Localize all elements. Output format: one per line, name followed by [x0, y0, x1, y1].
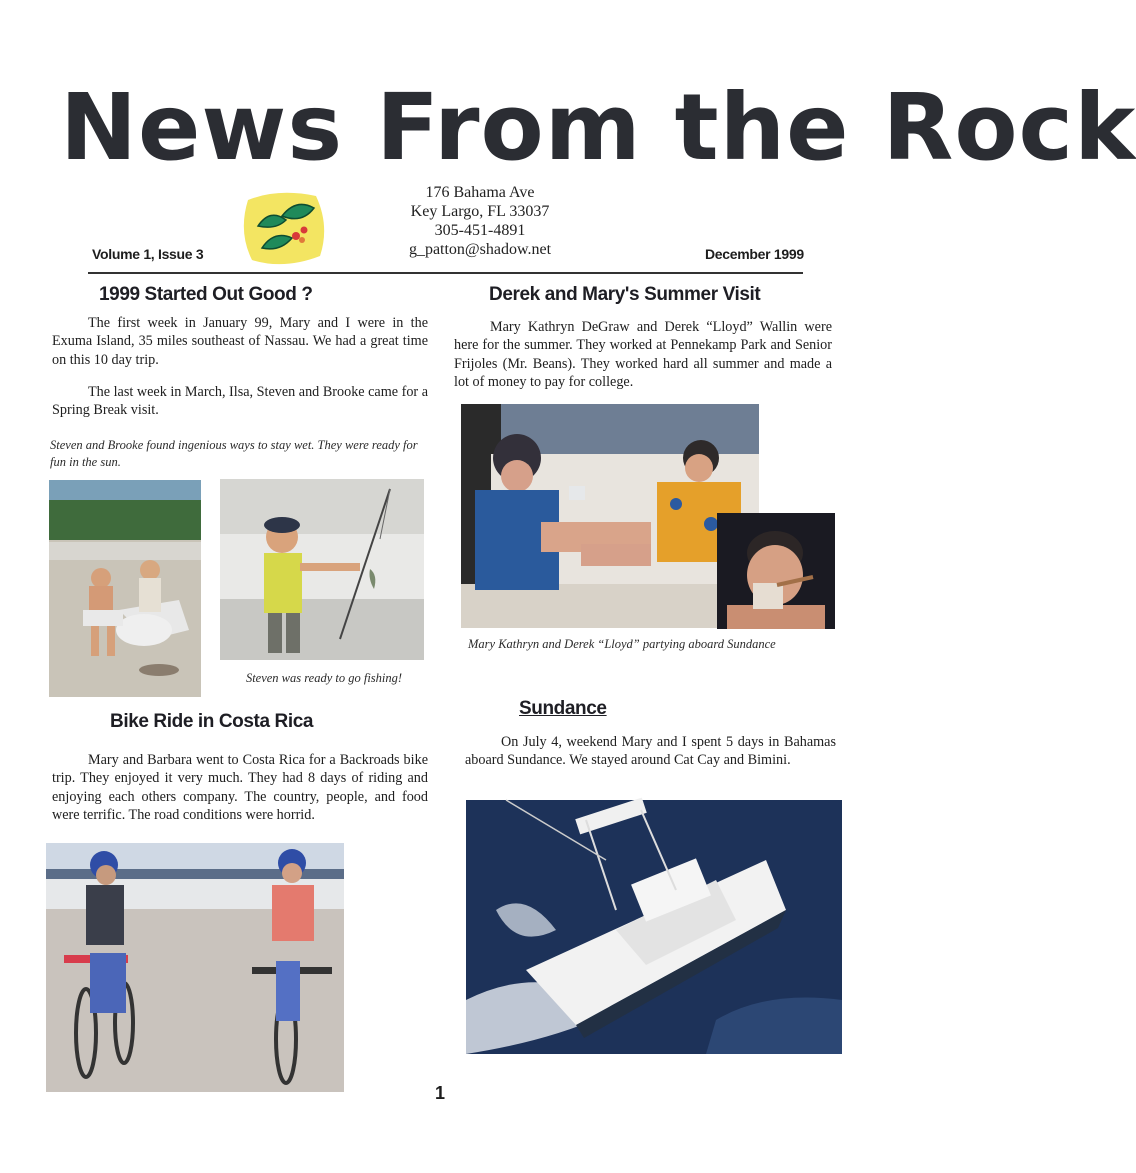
heading-1999-started: 1999 Started Out Good ?: [99, 284, 313, 305]
photo-derek-inset: [717, 513, 835, 629]
contact-block: [380, 183, 580, 259]
paragraph-sundance: On July 4, weekend Mary and I spent 5 days in Bahamas aboard Sundance. We stayed around Cat Cay and Bimini.: [465, 734, 836, 769]
header-rule: [88, 272, 803, 274]
caption-fishing: Steven was ready to go fishing!: [245, 671, 403, 685]
paragraph-exuma-trip: The first week in January 99, Mary and I were in the Exuma Island, 35 miles southeast of Nassau. We had a great time on this 10 day trip.: [52, 315, 428, 368]
phone-number: 305-451-4891: [434, 222, 526, 239]
street-address: 176 Bahama Ave: [425, 184, 535, 201]
photo-boy-fishing: [220, 479, 424, 660]
newsletter-title: News From the Rock: [60, 74, 1136, 181]
photo-bike-beach: [46, 843, 344, 1092]
holly-logo: [238, 186, 330, 268]
city-state-zip: Key Largo, FL 33037: [410, 203, 550, 220]
email-address: g_patton@shadow.net: [408, 241, 552, 258]
paragraph-summer-visit: Mary Kathryn DeGraw and Derek “Lloyd” Wallin were here for the summer. They worked at Pennekamp Park and Senior Frijoles (Mr. Beans). They worked hard all summer and made a lot of money to pay for college.: [454, 319, 832, 391]
paragraph-spring-break: The last week in March, Ilsa, Steven and Brooke came for a Spring Break visit.: [52, 384, 428, 419]
photo-kids-tub: [49, 480, 201, 697]
caption-stay-wet: Steven and Brooke found ingenious ways to stay wet. They were ready for fun in the sun.: [50, 438, 418, 469]
page-number: 1: [434, 1083, 445, 1103]
photo-sundance-boat: [466, 800, 842, 1054]
heading-bike-ride: Bike Ride in Costa Rica: [110, 711, 314, 732]
caption-partying: Mary Kathryn and Derek “Lloyd” partying aboard Sundance: [468, 637, 776, 651]
paragraph-bike-trip: Mary and Barbara went to Costa Rica for a Backroads bike trip. They enjoyed it very much. They had 8 days of riding and enjoying each others company. The country, people, and food were terrific. The road conditions were horrid.: [52, 752, 428, 824]
heading-summer-visit: Derek and Mary's Summer Visit: [489, 284, 761, 305]
heading-sundance: Sundance: [519, 698, 607, 719]
issue-volume: Volume 1, Issue 3: [92, 246, 204, 262]
issue-date: December 1999: [705, 246, 804, 262]
photo-partying-aboard: [461, 404, 759, 628]
